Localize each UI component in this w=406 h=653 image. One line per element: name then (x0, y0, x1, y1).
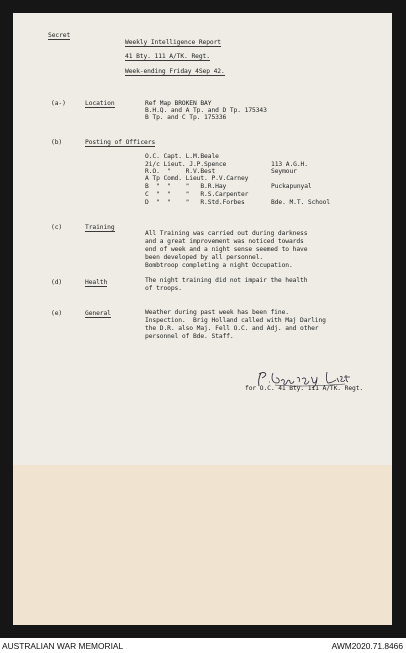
health-line: of troops. (145, 285, 182, 292)
classification-label: Secret (48, 32, 71, 39)
unit-line: 41 Bty. 111 A/TK. Regt. (125, 53, 210, 60)
paper-discoloration (13, 465, 392, 625)
officer-row: B " " " B.R.Hay (145, 183, 227, 190)
training-line: All Training was carried out during darkness (145, 230, 308, 237)
section-marker-a: (a-) (51, 100, 66, 107)
section-title-general: General (85, 310, 111, 317)
section-marker-e: (e) (51, 310, 63, 317)
location-line: B.H.Q. and A Tp. and D Tp. 175343 (145, 107, 267, 114)
general-line: personnel of Bde. Staff. (145, 333, 234, 340)
general-line: Inspection. Brig Holland called with Maj Darling (145, 317, 326, 324)
general-line: Weather during past week has been fine. (145, 309, 289, 316)
section-title-posting: Posting of Officers (85, 139, 156, 146)
officer-row: O.C. Capt. L.M.Beale (145, 153, 219, 160)
officer-row: 2i/c Lieut. J.P.Spence (145, 161, 227, 168)
location-line: Ref Map BROKEN BAY (145, 100, 212, 107)
officer-posting: Puckapunyal (271, 183, 312, 190)
officer-row: R.O. " R.V.Best (145, 168, 216, 175)
section-marker-d: (d) (51, 279, 63, 286)
training-line: Bombtroop completing a night Occupation. (145, 262, 293, 269)
week-ending-line: Week-ending Friday 4Sep 42. (125, 68, 225, 75)
training-line: been developed by all personnel. (145, 254, 264, 261)
officer-posting: Seymour (271, 168, 297, 175)
section-title-health: Health (85, 279, 108, 286)
section-title-location: Location (85, 100, 115, 107)
officer-posting: 113 A.G.H. (271, 161, 308, 168)
footer-institution: AUSTRALIAN WAR MEMORIAL (2, 641, 124, 651)
officer-row: A Tp Comd. Lieut. P.V.Carney (145, 175, 249, 182)
training-line: end of week and a night sense seemed to have (145, 246, 308, 253)
archive-footer (0, 638, 406, 653)
location-line: B Tp. and C Tp. 175336 (145, 114, 227, 121)
signature-block: for O.C. 41 Bty. 111 A/TK. Regt. (245, 385, 364, 392)
officer-posting: Bde. M.T. School (271, 199, 331, 206)
training-line: and a great improvement was noticed towards (145, 238, 304, 245)
officer-row: C " " " R.S.Carpenter (145, 191, 249, 198)
section-title-training: Training (85, 224, 115, 231)
document-page (13, 13, 392, 625)
section-marker-b: (b) (51, 139, 63, 146)
footer-accession-number: AWM2020.71.8466 (331, 641, 403, 651)
general-line: the D.R. also Maj. Fell O.C. and Adj. and other (145, 325, 319, 332)
officer-row: D " " " R.Std.Forbes (145, 199, 245, 206)
section-marker-c: (c) (51, 224, 63, 231)
health-line: The night training did not impair the health (145, 277, 308, 284)
report-title: Weekly Intelligence Report (125, 39, 221, 46)
